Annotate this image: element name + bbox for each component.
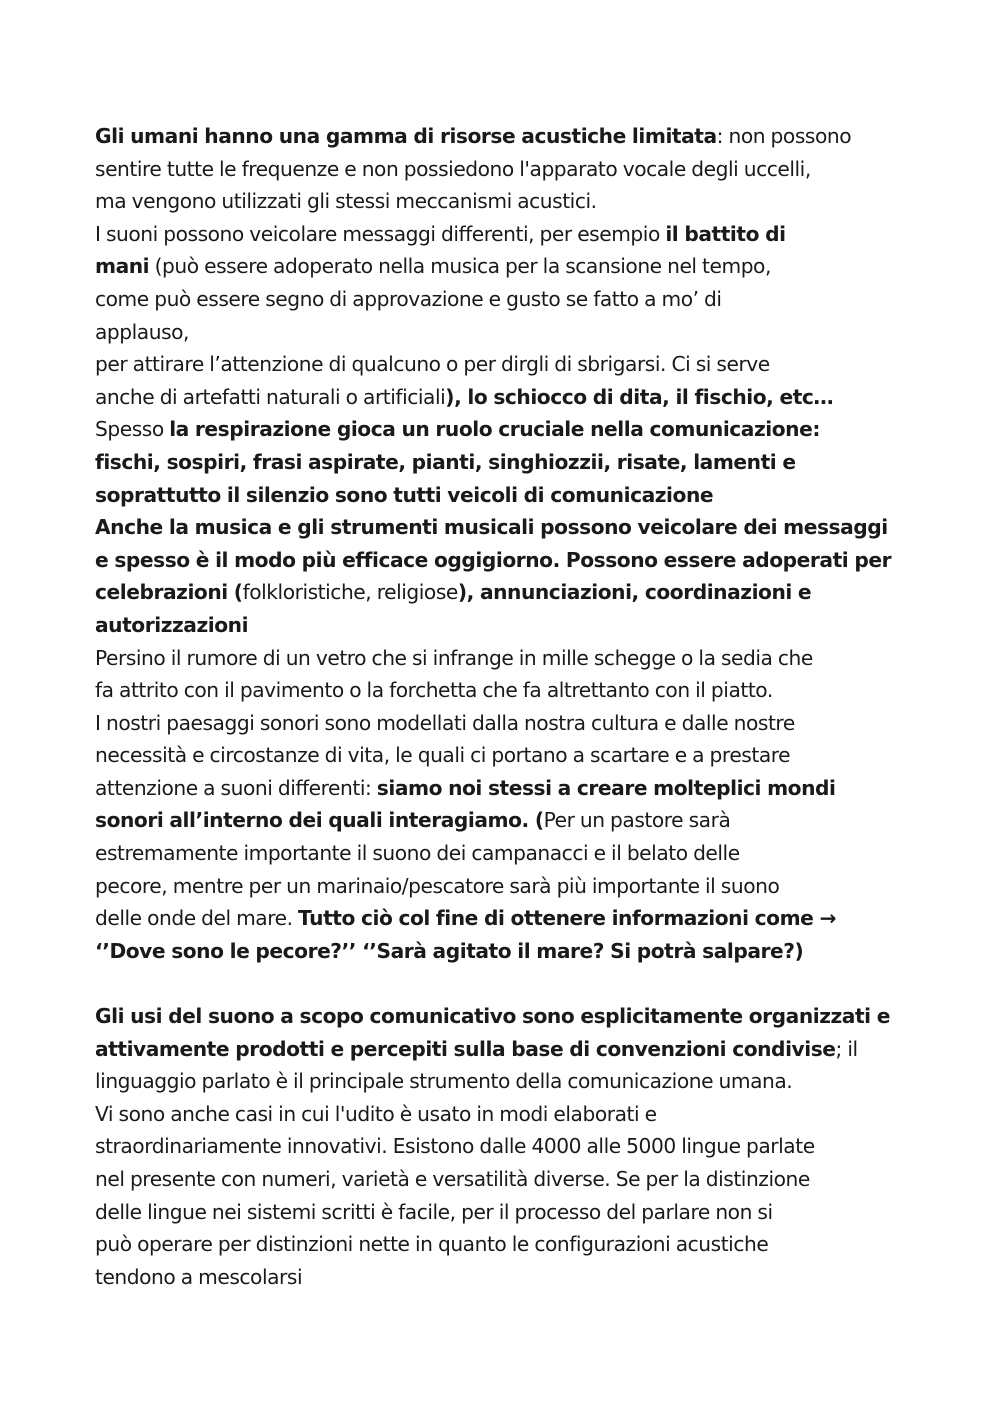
text-line <box>95 544 915 577</box>
bold-text: Gli usi del suono a scopo comunicativo sono esplicitamente organizzati e <box>95 1004 890 1029</box>
bold-text: Tutto ciò col fine di ottenere informazioni come <box>298 906 820 931</box>
text-line <box>95 250 915 283</box>
text: (può essere adoperato nella musica per la scansione nel tempo, <box>149 254 771 279</box>
text-line: come può essere segno di approvazione e gusto se fatto a mo’ di <box>95 286 722 311</box>
text-line <box>95 413 915 446</box>
paragraph-gap <box>95 967 915 1000</box>
text-line <box>95 576 915 609</box>
text-line: straordinariamente innovativi. Esistono dalle 4000 alle 5000 lingue parlate <box>95 1134 815 1159</box>
text-line <box>95 479 915 512</box>
text-line <box>95 609 915 642</box>
bold-text: mani <box>95 254 150 279</box>
text-line <box>95 511 915 544</box>
text: I suoni possono veicolare messaggi differenti, per esempio <box>95 221 666 246</box>
bold-text: sonori all’interno dei quali interagiamo. ( <box>95 808 544 833</box>
text-line: può operare per distinzioni nette in quanto le configurazioni acustiche <box>95 1232 769 1257</box>
bold-text: il battito di <box>665 221 786 246</box>
text-line <box>95 218 915 251</box>
text-line <box>95 446 915 479</box>
text-line <box>95 772 915 805</box>
text-line: fa attrito con il pavimento o la forchetta che fa altrettanto con il piatto. <box>95 678 773 703</box>
text-line: nel presente con numeri, varietà e versatilità diverse. Se per la distinzione <box>95 1167 810 1191</box>
text: Spesso <box>95 417 170 442</box>
bold-text: autorizzazioni <box>95 612 249 637</box>
text-line <box>95 902 915 935</box>
text-line <box>95 381 915 414</box>
bold-text: e spesso è il modo più efficace oggigiorno. Possono essere adoperati per <box>95 547 892 572</box>
text-line: tendono a mescolarsi <box>95 1264 303 1289</box>
text-line: sentire tutte le frequenze e non possiedono l'apparato vocale degli uccelli, <box>95 156 811 181</box>
text-line: delle lingue nei sistemi scritti è facile, per il processo del parlare non si <box>95 1199 773 1224</box>
text-line: pecore, mentre per un marinaio/pescatore sarà più importante il suono <box>95 873 780 898</box>
text-line: ma vengono utilizzati gli stessi meccanismi acustici. <box>95 189 597 214</box>
text-line <box>95 1033 915 1066</box>
document-page <box>95 120 915 1293</box>
bold-text: la respirazione gioca un ruolo cruciale nella comunicazione: <box>169 417 820 442</box>
text: anche di artefatti naturali o artificiali <box>95 384 446 409</box>
text-line <box>95 120 915 153</box>
bold-text: Gli umani hanno una gamma di risorse acustiche limitata <box>95 124 717 148</box>
paragraph-sounds <box>95 120 915 967</box>
text: folkloristiche, religiose <box>242 580 458 605</box>
text-line: per attirare l’attenzione di qualcuno o per dirgli di sbrigarsi. Ci si serve <box>95 352 770 377</box>
bold-text: siamo noi stessi a creare molteplici mondi <box>376 775 836 800</box>
text-line: estremamente importante il suono dei campanacci e il belato delle <box>95 841 740 866</box>
text-line: I nostri paesaggi sonori sono modellati dalla nostra cultura e dalle nostre <box>95 710 795 735</box>
bold-text: attivamente prodotti e percepiti sulla base di convenzioni condivise <box>95 1036 836 1061</box>
text: delle onde del mare. <box>95 906 299 931</box>
text: : non possono <box>716 124 852 148</box>
text: Per un pastore sarà <box>543 808 731 833</box>
text-line <box>95 804 915 837</box>
text-line <box>95 1000 915 1033</box>
text-line: linguaggio parlato è il principale strumento della comunicazione umana. <box>95 1069 793 1094</box>
bold-text: soprattutto il silenzio sono tutti veicoli di comunicazione <box>95 482 714 507</box>
bold-text: fischi, sospiri, frasi aspirate, pianti, singhiozzii, risate, lamenti e <box>95 449 796 474</box>
text-line: necessità e circostanze di vita, le quali ci portano a scartare e a prestare <box>95 743 791 768</box>
text-line: Vi sono anche casi in cui l'udito è usato in modi elaborati e <box>95 1101 657 1126</box>
bold-text: ), lo schiocco di dita, il fischio, etc… <box>445 384 834 409</box>
bold-text: ‘’Dove sono le pecore?’’ ‘’Sarà agitato il mare? Si potrà salpare?) <box>95 938 804 963</box>
bold-text: ), annunciazioni, coordinazioni e <box>457 580 812 605</box>
text: attenzione a suoni differenti: <box>95 775 377 800</box>
bold-text: celebrazioni ( <box>95 580 243 605</box>
text-line <box>95 935 915 968</box>
paragraph-language <box>95 1000 915 1293</box>
arrow-right-icon: → <box>819 906 836 931</box>
bold-text: Anche la musica e gli strumenti musicali possono veicolare dei messaggi <box>95 515 888 540</box>
text: ; il <box>835 1036 858 1061</box>
text-line: Persino il rumore di un vetro che si infrange in mille schegge o la sedia che <box>95 645 813 670</box>
text-line: applauso, <box>95 319 190 344</box>
